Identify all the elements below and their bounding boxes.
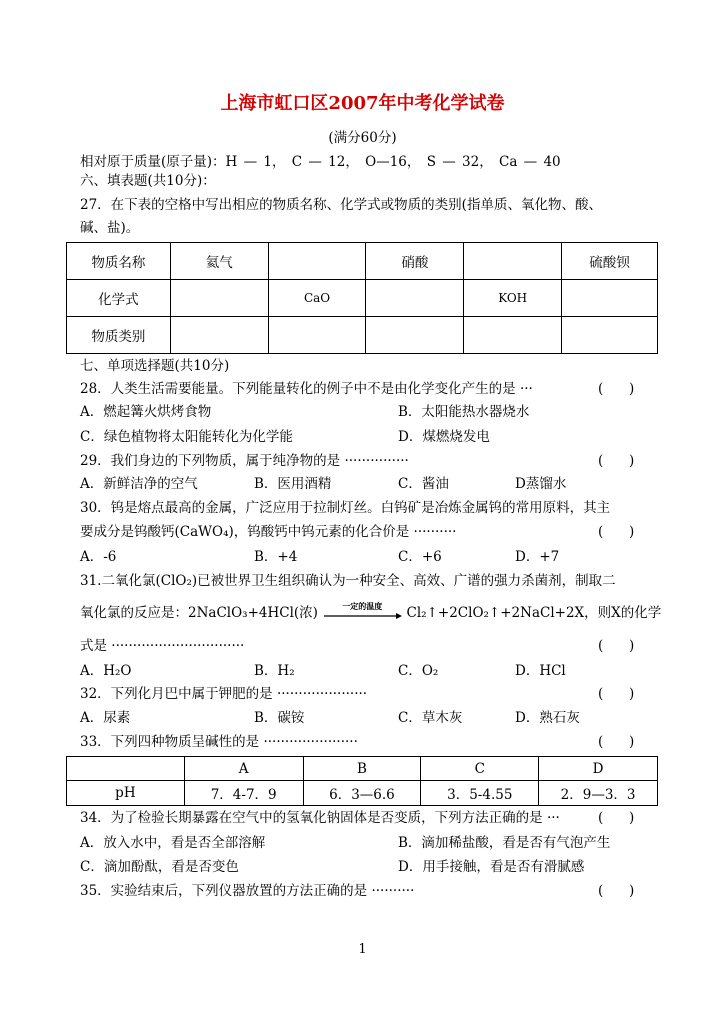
- page-number: 1: [358, 942, 367, 957]
- q34-option-b[interactable]: B．滴加稀盐酸，看是否有气泡产生: [398, 835, 611, 851]
- atomic-mass-line: 相对原于质量(原子量)：H — 1， C — 12， O—16， S — 32， Ca — 40: [80, 154, 561, 170]
- q35-answer-blank[interactable]: ( ): [598, 883, 635, 899]
- q29-option-c[interactable]: C．酱油: [398, 476, 449, 492]
- q31-stem-line2: [80, 600, 662, 623]
- q28-option-d[interactable]: D．煤燃烧发电: [398, 429, 490, 445]
- table-cell: 氦气: [170, 243, 268, 280]
- q32-option-a[interactable]: A．尿素: [80, 710, 131, 726]
- q32-option-d[interactable]: D．熟石灰: [515, 710, 580, 726]
- q31-products: Cl₂↑+2ClO₂↑+2NaCl+2X，则X的化学: [406, 605, 662, 621]
- ph-table-cell: 2．9—3．3: [539, 781, 658, 806]
- q30-option-d[interactable]: D．+7: [515, 549, 560, 565]
- ph-table-cell: pH: [67, 781, 185, 806]
- q34-option-a[interactable]: A．放入水中，看是否全部溶解: [80, 835, 266, 851]
- table-cell: KOH: [464, 280, 562, 317]
- q31-option-b[interactable]: B．H₂: [254, 663, 295, 679]
- q32-option-c[interactable]: C．草木灰: [398, 710, 463, 726]
- q31-option-c[interactable]: C．O₂: [398, 663, 439, 679]
- ph-table-header: [67, 757, 185, 781]
- q28-stem: 28．人类生活需要能量。下列能量转化的例子中不是由化学变化产生的是 ···: [80, 381, 533, 397]
- q32-stem: 32．下列化月巴中属于钾肥的是 ·····················: [80, 686, 368, 702]
- section7-heading: 七、单项选择题(共10分): [80, 358, 230, 374]
- q31-stem-line3: 式是 ·······························: [80, 638, 245, 654]
- ph-table-header: D: [539, 757, 658, 781]
- q29-answer-blank[interactable]: ( ): [598, 453, 635, 469]
- section6-heading: 六、填表题(共10分)：: [80, 173, 216, 189]
- ph-table: [66, 756, 658, 806]
- reaction-arrow-icon: [322, 600, 402, 623]
- q31-answer-blank[interactable]: ( ): [598, 638, 635, 654]
- ph-table-header: C: [421, 757, 539, 781]
- q30-stem-line1: 30．钨是熔点最高的金属，广泛应用于拉制灯丝。白钨矿是冶炼金属钨的常用原料，其主: [80, 500, 611, 516]
- table-cell[interactable]: [366, 280, 464, 317]
- table-cell: 硫酸钡: [562, 243, 658, 280]
- q29-option-a[interactable]: A．新鲜洁净的空气: [80, 476, 198, 492]
- q28-option-b[interactable]: B．太阳能热水器烧水: [398, 404, 530, 420]
- q29-option-d[interactable]: D蒸馏水: [515, 476, 567, 492]
- q28-answer-blank[interactable]: ( ): [598, 381, 635, 397]
- table-cell[interactable]: [268, 243, 366, 280]
- table-cell: 硝酸: [366, 243, 464, 280]
- q27-stem-line2: 碱、盐)。: [80, 220, 140, 236]
- q30-option-a[interactable]: A．-6: [80, 549, 117, 565]
- q33-answer-blank[interactable]: ( ): [598, 734, 635, 750]
- table-cell[interactable]: [562, 280, 658, 317]
- q34-option-c[interactable]: C．滴加酚酞，看是否变色: [80, 859, 239, 875]
- q30-answer-blank[interactable]: ( ): [598, 524, 635, 540]
- q34-option-d[interactable]: D．用手接触，看是否有滑腻感: [398, 859, 585, 875]
- table-cell: 化学式: [67, 280, 171, 317]
- reaction-condition: 一定的温度: [342, 600, 383, 611]
- q31-reactants: 氧化氯的反应是：2NaClO₃+4HCl(浓): [80, 605, 318, 621]
- q34-stem: 34．为了检验长期暴露在空气中的氢氧化钠固体是否变质，下列方法正确的是 ···: [80, 810, 560, 826]
- q29-stem: 29．我们身边的下列物质，属于纯净物的是 ···············: [80, 453, 409, 469]
- substance-table: [66, 242, 658, 354]
- exam-title: 上海市虹口区2007年中考化学试卷: [220, 93, 505, 114]
- q32-answer-blank[interactable]: ( ): [598, 686, 635, 702]
- q31-option-d[interactable]: D．HCl: [515, 663, 566, 679]
- ph-table-cell: 6．3—6.6: [303, 781, 421, 806]
- table-cell[interactable]: [464, 243, 562, 280]
- ph-table-header: B: [303, 757, 421, 781]
- q30-stem-line2: 要成分是钨酸钙(CaWO₄)，钨酸钙中钨元素的化合价是 ··········: [80, 524, 457, 540]
- exam-subtitle: (满分60分): [328, 130, 397, 146]
- q31-stem-line1: 31.二氧化氯(ClO₂)已被世界卫生组织确认为一种安全、高效、广谱的强力杀菌剂，制取二: [80, 573, 616, 589]
- table-cell[interactable]: [268, 317, 366, 354]
- q34-answer-blank[interactable]: ( ): [598, 810, 635, 826]
- table-cell[interactable]: [170, 317, 268, 354]
- q28-option-a[interactable]: A．燃起篝火烘烤食物: [80, 404, 212, 420]
- ph-table-header: A: [184, 757, 303, 781]
- ph-table-cell: 7．4-7．9: [184, 781, 303, 806]
- q33-stem: 33．下列四种物质呈碱性的是 ······················: [80, 734, 358, 750]
- table-cell[interactable]: [562, 317, 658, 354]
- table-cell[interactable]: [366, 317, 464, 354]
- q27-stem-line1: 27．在下表的空格中写出相应的物质名称、化学式或物质的类别(指单质、氧化物、酸、: [80, 197, 602, 213]
- q29-option-b[interactable]: B．医用酒精: [254, 476, 332, 492]
- q30-option-c[interactable]: C．+6: [398, 549, 442, 565]
- ph-table-cell: 3．5-4.55: [421, 781, 539, 806]
- q32-option-b[interactable]: B．碳铵: [254, 710, 305, 726]
- table-cell[interactable]: [170, 280, 268, 317]
- q28-option-c[interactable]: C．绿色植物将太阳能转化为化学能: [80, 429, 293, 445]
- q31-option-a[interactable]: A．H₂O: [80, 663, 132, 679]
- q30-option-b[interactable]: B．+4: [254, 549, 298, 565]
- table-cell: 物质类别: [67, 317, 171, 354]
- table-cell[interactable]: [464, 317, 562, 354]
- table-cell: CaO: [268, 280, 366, 317]
- q35-stem: 35．实验结束后，下列仪器放置的方法正确的是 ··········: [80, 883, 415, 899]
- table-cell: 物质名称: [67, 243, 171, 280]
